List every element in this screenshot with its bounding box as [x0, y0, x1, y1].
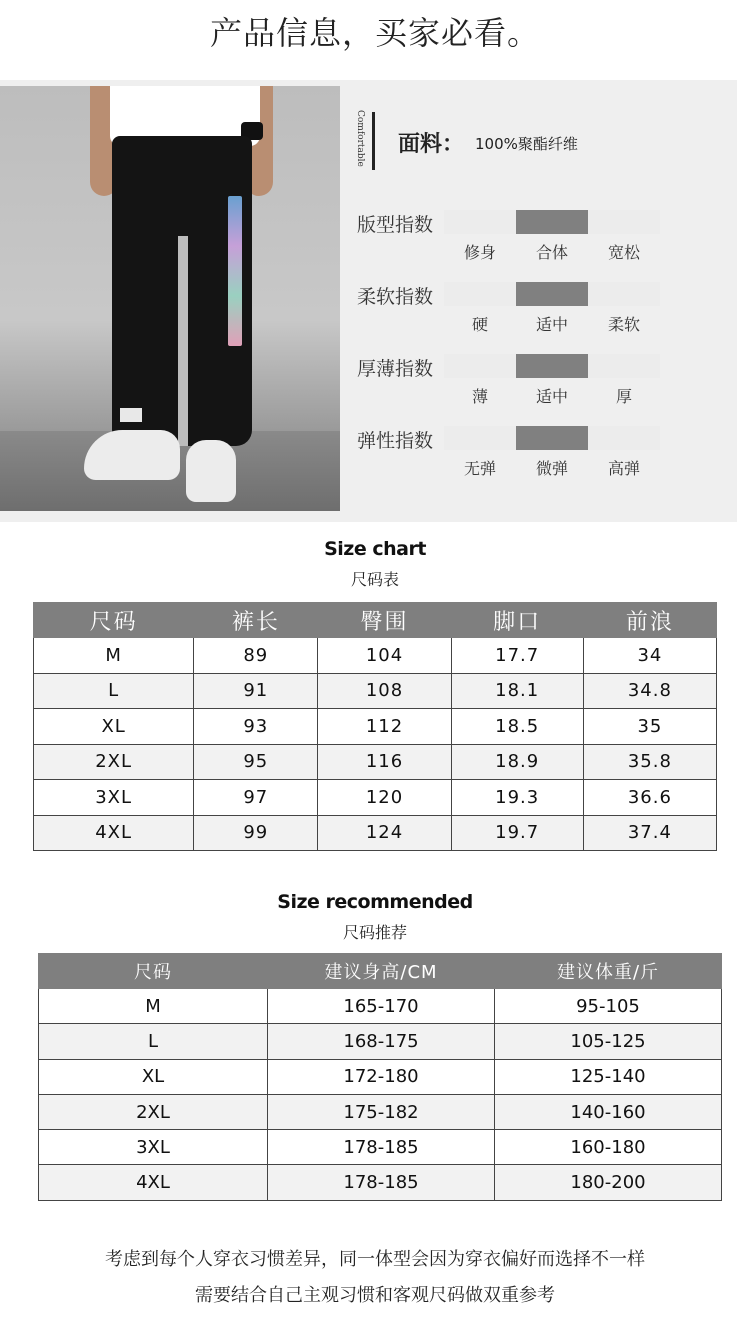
table-cell: M: [39, 989, 268, 1024]
index-selected-marker: [516, 354, 588, 378]
table-row: [39, 1165, 722, 1200]
table-cell: 108: [318, 673, 451, 709]
table-cell: XL: [39, 1059, 268, 1094]
size-chart-title-en: Size chart: [324, 538, 426, 560]
table-row: [39, 1094, 722, 1129]
table-cell: 34.8: [583, 673, 716, 709]
table-row: [39, 1130, 722, 1165]
index-option: 硬: [471, 315, 488, 334]
table-cell: 175-182: [268, 1094, 495, 1129]
table-cell: 2XL: [39, 1094, 268, 1129]
index-option: 厚: [615, 387, 632, 406]
index-selected-marker: [516, 426, 588, 450]
index-track: [444, 426, 660, 450]
table-cell: 105-125: [495, 1024, 722, 1059]
table-cell: 4XL: [39, 1165, 268, 1200]
table-cell: 95: [194, 744, 318, 780]
table-cell: 178-185: [268, 1165, 495, 1200]
photo-leg-gap: [178, 236, 188, 446]
index-option: 适中: [535, 387, 568, 406]
table-row: [39, 1024, 722, 1059]
photo-shoe-left: [84, 430, 180, 480]
size-recommended-title-en: Size recommended: [277, 891, 473, 913]
fabric-label: 面料：: [398, 132, 465, 157]
table-cell: 160-180: [495, 1130, 722, 1165]
table-cell: 125-140: [495, 1059, 722, 1094]
table-cell: L: [39, 1024, 268, 1059]
table-cell: 36.6: [583, 780, 716, 816]
table-row: [34, 815, 717, 851]
table-cell: 112: [318, 709, 451, 745]
table-cell: 93: [194, 709, 318, 745]
index-option: 柔软: [607, 315, 640, 334]
column-header: 尺码: [34, 603, 194, 638]
product-photo: [0, 86, 340, 511]
index-option: 合体: [535, 243, 568, 262]
column-header: 尺码: [39, 954, 268, 989]
column-header: 建议体重/斤: [495, 954, 722, 989]
table-cell: 37.4: [583, 815, 716, 851]
table-cell: 97: [194, 780, 318, 816]
index-name: 柔软指数: [357, 286, 434, 308]
index-track: [444, 282, 660, 306]
table-cell: 2XL: [34, 744, 194, 780]
table-cell: 95-105: [495, 989, 722, 1024]
table-cell: 99: [194, 815, 318, 851]
index-option: 微弹: [535, 459, 568, 478]
table-cell: 116: [318, 744, 451, 780]
column-header: 脚口: [451, 603, 583, 638]
size-chart-table: [33, 602, 717, 851]
table-cell: 89: [194, 638, 318, 674]
table-row: [34, 744, 717, 780]
table-cell: 140-160: [495, 1094, 722, 1129]
table-cell: 18.5: [451, 709, 583, 745]
table-cell: XL: [34, 709, 194, 745]
table-cell: M: [34, 638, 194, 674]
table-cell: 124: [318, 815, 451, 851]
table-cell: 3XL: [39, 1130, 268, 1165]
table-row: [34, 780, 717, 816]
side-divider: [372, 112, 375, 170]
table-cell: 18.9: [451, 744, 583, 780]
column-header: 裤长: [194, 603, 318, 638]
index-option: 无弹: [463, 459, 496, 478]
index-selected-marker: [516, 282, 588, 306]
footer-note-line-2: 需要结合自己主观习惯和客观尺码做双重参考: [195, 1285, 555, 1306]
table-cell: 17.7: [451, 638, 583, 674]
size-recommended-title-cn: 尺码推荐: [342, 923, 407, 942]
column-header: 臀围: [318, 603, 451, 638]
side-label: Comfortable: [355, 110, 365, 167]
table-row: [34, 638, 717, 674]
table-row: [39, 1059, 722, 1094]
table-cell: 19.3: [451, 780, 583, 816]
size-chart-title-cn: 尺码表: [350, 570, 399, 589]
column-header: 建议身高/CM: [268, 954, 495, 989]
index-track: [444, 210, 660, 234]
table-cell: 18.1: [451, 673, 583, 709]
table-row: [34, 709, 717, 745]
table-row: [34, 673, 717, 709]
table-cell: 19.7: [451, 815, 583, 851]
table-cell: 168-175: [268, 1024, 495, 1059]
table-cell: 91: [194, 673, 318, 709]
table-cell: 3XL: [34, 780, 194, 816]
index-option: 宽松: [607, 243, 640, 262]
photo-pants-graphic: [228, 196, 242, 346]
table-cell: 178-185: [268, 1130, 495, 1165]
table-cell: 34: [583, 638, 716, 674]
table-cell: 180-200: [495, 1165, 722, 1200]
fabric-value: 100%聚酯纤维: [475, 135, 578, 153]
index-option: 修身: [463, 243, 496, 262]
table-header-row: [34, 603, 717, 638]
photo-pants-patch: [120, 408, 142, 422]
table-cell: 35: [583, 709, 716, 745]
index-track: [444, 354, 660, 378]
table-cell: 165-170: [268, 989, 495, 1024]
index-option: 适中: [535, 315, 568, 334]
table-cell: L: [34, 673, 194, 709]
size-recommended-table: [38, 953, 722, 1201]
index-name: 弹性指数: [357, 430, 434, 452]
table-cell: 104: [318, 638, 451, 674]
table-cell: 35.8: [583, 744, 716, 780]
page-title: 产品信息，买家必看。: [209, 14, 540, 52]
index-name: 厚薄指数: [357, 358, 434, 380]
table-cell: 4XL: [34, 815, 194, 851]
index-name: 版型指数: [357, 214, 434, 236]
table-header-row: [39, 954, 722, 989]
index-option: 薄: [471, 387, 488, 406]
table-row: [39, 989, 722, 1024]
column-header: 前浪: [583, 603, 716, 638]
table-cell: 172-180: [268, 1059, 495, 1094]
footer-note-line-1: 考虑到每个人穿衣习惯差异，同一体型会因为穿衣偏好而选择不一样: [105, 1249, 645, 1270]
photo-shoe-right: [186, 440, 236, 502]
index-option: 高弹: [607, 459, 640, 478]
table-cell: 120: [318, 780, 451, 816]
index-selected-marker: [516, 210, 588, 234]
